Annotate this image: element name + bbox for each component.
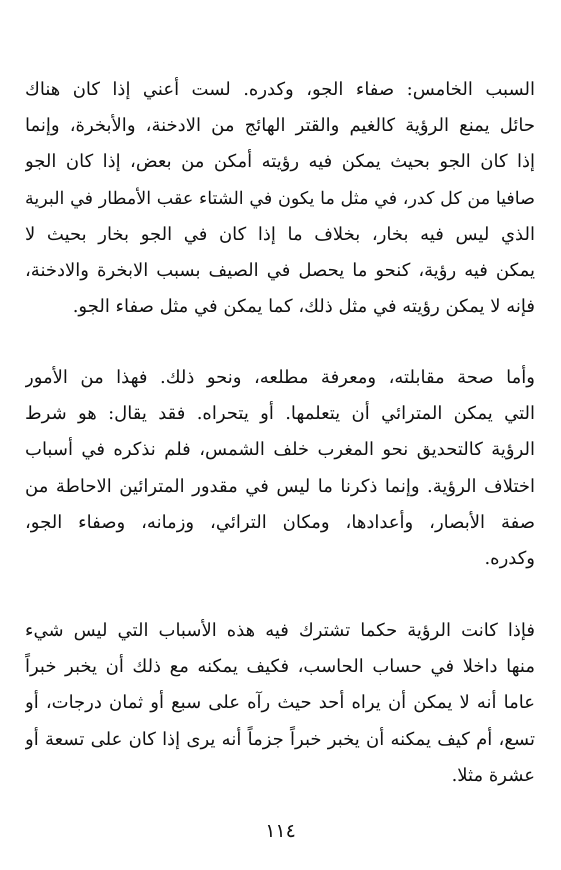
text-line: فإنه لا يمكن رؤيته في مثل ذلك، كما يمكن في مثل صفاء الجو.	[72, 296, 535, 318]
text-line: الذي ليس فيه بخار، بخلاف ما إذا كان في الجو بخار بحيث لا	[25, 223, 535, 245]
text-line: وكدره.	[484, 547, 535, 569]
paragraph-fifth-cause	[25, 72, 535, 325]
text-line: فإذا كانت الرؤية حكما تشترك فيه هذه الأسباب التي ليس شيء	[25, 620, 535, 641]
text-line: السبب الخامس: صفاء الجو، وكدره. لست أعني إذا كان هناك	[25, 79, 535, 100]
text-line: حائل يمنع الرؤية كالغيم والقتر الهائج من الادخنة، والأبخرة، وإنما	[25, 115, 535, 137]
paragraph-observation-conditions	[25, 360, 535, 577]
text-line: التي يمكن المترائي أن يتعلمها. أو يتحراه. فقد يقال: هو شرط	[25, 403, 535, 425]
text-line: الرؤية كالتحديق نحو المغرب خلف الشمس، فلم نذكره في أسباب	[25, 439, 535, 461]
text-line: صافيا من كل كدر، في مثل ما يكون في الشتاء عقب الأمطار في البرية	[25, 188, 535, 209]
page-number: ١١٤	[265, 820, 296, 842]
text-line: وأما صحة مقابلته، ومعرفة مطلعه، ونحو ذلك. فهذا من الأمور	[25, 367, 535, 388]
text-line: اختلاف الرؤية. وإنما ذكرنا ما ليس في مقدور المترائين الاحاطة من	[25, 475, 535, 497]
text-line: صفة الأبصار، وأعدادها، ومكان الترائي، وزمانه، وصفاء الجو،	[25, 511, 535, 533]
text-line: عاما أنه لا يمكن أن يراه أحد حيث رآه على سبع أو ثمان درجات، أو	[25, 692, 535, 714]
text-line: تسع، أم كيف يمكنه أن يخبر خبراً جزماً أنه يرى إذا كان على تسعة أو	[25, 728, 535, 750]
text-line: عشرة مثلا.	[451, 764, 535, 786]
text-line: يمكن فيه رؤية، كنحو ما يحصل في الصيف بسبب الابخرة والادخنة،	[25, 259, 535, 281]
text-line: منها داخلا في حساب الحاسب، فكيف يمكنه مع ذلك أن يخبر خبراً	[25, 656, 535, 678]
paragraph-conclusion	[25, 613, 535, 794]
text-line: إذا كان الجو بحيث يمكن فيه رؤيته أمكن من بعض، إذا كان الجو	[25, 151, 535, 173]
